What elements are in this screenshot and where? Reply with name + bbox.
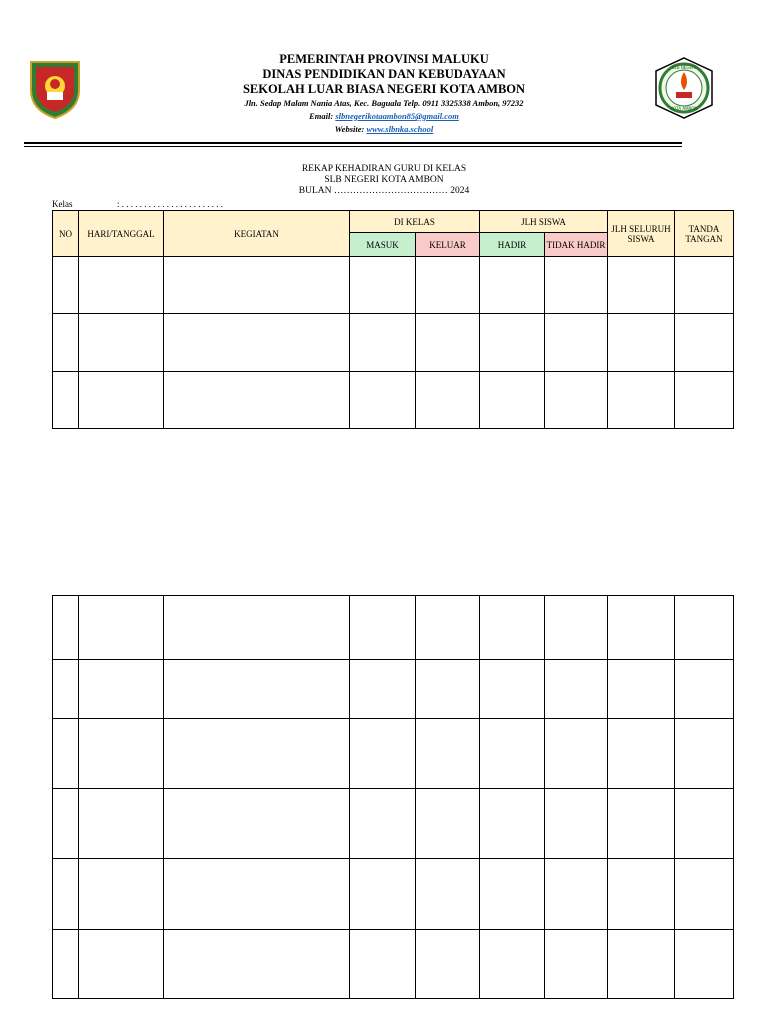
table-cell[interactable] [53, 257, 79, 314]
table-cell[interactable] [545, 859, 608, 930]
website-label: Website: [334, 124, 365, 134]
header-hari-tanggal: HARI/TANGGAL [79, 211, 164, 257]
table-row [53, 660, 734, 719]
table-cell[interactable] [480, 596, 545, 660]
table-cell[interactable] [350, 930, 416, 999]
table-cell[interactable] [53, 859, 79, 930]
table-cell[interactable] [79, 372, 164, 429]
table-cell[interactable] [545, 372, 608, 429]
maluku-province-crest-logo [28, 56, 82, 120]
attendance-table-body-2 [53, 596, 734, 999]
table-cell[interactable] [79, 257, 164, 314]
header-no: NO [53, 211, 79, 257]
table-cell[interactable] [545, 789, 608, 859]
table-cell[interactable] [545, 719, 608, 789]
table-row [53, 930, 734, 999]
kelas-value[interactable]: : . . . . . . . . . . . . . . . . . . . . . . . [117, 199, 224, 209]
table-row [53, 719, 734, 789]
website-link[interactable]: www.slbnka.school [366, 124, 434, 134]
table-cell[interactable] [164, 372, 350, 429]
table-cell[interactable] [608, 372, 675, 429]
table-cell[interactable] [164, 596, 350, 660]
document-subtitle: SLB NEGERI KOTA AMBON [324, 175, 444, 185]
letterhead-address: Jln. Sedap Malam Nania Atas, Kec. Baguala Telp. 0911 3325338 Ambon, 97232 [244, 98, 524, 108]
table-cell[interactable] [416, 789, 480, 859]
kelas-label: Kelas [52, 199, 73, 209]
table-cell[interactable] [608, 660, 675, 719]
letterhead-divider-thin [24, 146, 682, 147]
table-cell[interactable] [545, 314, 608, 372]
table-cell[interactable] [79, 859, 164, 930]
emblem-top-text: SLB NEGERI [672, 65, 696, 70]
table-cell[interactable] [480, 789, 545, 859]
table-cell[interactable] [164, 930, 350, 999]
table-cell[interactable] [480, 314, 545, 372]
table-cell[interactable] [675, 596, 734, 660]
table-cell[interactable] [350, 596, 416, 660]
table-cell[interactable] [79, 789, 164, 859]
emblem-bottom-text: KOTA AMBON [670, 106, 698, 111]
table-cell[interactable] [416, 596, 480, 660]
table-cell[interactable] [350, 257, 416, 314]
table-cell[interactable] [480, 859, 545, 930]
table-row [53, 372, 734, 429]
table-cell[interactable] [350, 372, 416, 429]
document-title: REKAP KEHADIRAN GURU DI KELAS [301, 164, 467, 174]
table-cell[interactable] [53, 660, 79, 719]
table-cell[interactable] [608, 719, 675, 789]
letterhead-divider-thick [24, 142, 682, 144]
table-cell[interactable] [53, 719, 79, 789]
table-cell[interactable] [53, 930, 79, 999]
letterhead-school-name: SEKOLAH LUAR BIASA NEGERI KOTA AMBON [242, 82, 526, 96]
table-cell[interactable] [608, 789, 675, 859]
table-cell[interactable] [608, 596, 675, 660]
attendance-table-continued [52, 595, 734, 999]
table-cell[interactable] [480, 930, 545, 999]
table-cell[interactable] [164, 789, 350, 859]
letterhead-government: PEMERINTAH PROVINSI MALUKU [279, 52, 489, 66]
table-row [53, 859, 734, 930]
header-jlh-siswa: JLH SISWA [480, 211, 608, 233]
school-emblem-logo [652, 56, 716, 120]
table-cell[interactable] [416, 930, 480, 999]
table-cell[interactable] [53, 789, 79, 859]
table-cell[interactable] [545, 660, 608, 719]
table-row [53, 257, 734, 314]
attendance-table-body-1 [53, 257, 734, 429]
table-cell[interactable] [675, 859, 734, 930]
table-cell[interactable] [416, 257, 480, 314]
document-month-line: BULAN ……………………………… 2024 [298, 186, 470, 196]
email-link[interactable]: slbnegerikotaambon85@gmail.com [335, 111, 459, 121]
table-cell[interactable] [164, 314, 350, 372]
table-cell[interactable] [350, 660, 416, 719]
table-cell[interactable] [675, 789, 734, 859]
table-cell[interactable] [675, 257, 734, 314]
table-cell[interactable] [675, 372, 734, 429]
letterhead-department: DINAS PENDIDIKAN DAN KEBUDAYAAN [262, 67, 506, 81]
email-label: Email: [309, 111, 334, 121]
table-cell[interactable] [480, 719, 545, 789]
header-hadir: HADIR [480, 233, 545, 257]
table-cell[interactable] [480, 257, 545, 314]
table-cell[interactable] [416, 372, 480, 429]
table-cell[interactable] [350, 789, 416, 859]
table-cell[interactable] [608, 930, 675, 999]
table-cell[interactable] [79, 930, 164, 999]
table-cell[interactable] [416, 859, 480, 930]
table-cell[interactable] [350, 719, 416, 789]
attendance-table [52, 210, 734, 429]
table-cell[interactable] [675, 314, 734, 372]
letterhead-email-line [150, 110, 618, 123]
table-cell[interactable] [416, 314, 480, 372]
kelas-field [52, 199, 224, 209]
table-cell[interactable] [79, 660, 164, 719]
letterhead [150, 52, 618, 136]
header-di-kelas: DI KELAS [350, 211, 480, 233]
table-cell[interactable] [164, 257, 350, 314]
table-cell[interactable] [675, 660, 734, 719]
header-tanda-tangan: TANDA TANGAN [675, 211, 734, 257]
table-cell[interactable] [608, 257, 675, 314]
table-cell[interactable] [608, 859, 675, 930]
table-cell[interactable] [480, 660, 545, 719]
letterhead-website-line [150, 123, 618, 136]
table-cell[interactable] [79, 719, 164, 789]
table-cell[interactable] [416, 719, 480, 789]
table-row [53, 314, 734, 372]
table-cell[interactable] [164, 660, 350, 719]
table-cell[interactable] [53, 372, 79, 429]
table-cell[interactable] [53, 596, 79, 660]
table-cell[interactable] [164, 859, 350, 930]
table-cell[interactable] [545, 930, 608, 999]
table-cell[interactable] [164, 719, 350, 789]
table-cell[interactable] [79, 314, 164, 372]
table-cell[interactable] [350, 859, 416, 930]
header-masuk: MASUK [350, 233, 416, 257]
header-kegiatan: KEGIATAN [164, 211, 350, 257]
table-row [53, 596, 734, 660]
header-jlh-seluruh-siswa: JLH SELURUH SISWA [608, 211, 675, 257]
table-cell[interactable] [416, 660, 480, 719]
table-cell[interactable] [545, 257, 608, 314]
table-cell[interactable] [480, 372, 545, 429]
document-titles [180, 164, 588, 197]
table-cell[interactable] [79, 596, 164, 660]
table-cell[interactable] [675, 930, 734, 999]
table-cell[interactable] [350, 314, 416, 372]
table-cell[interactable] [608, 314, 675, 372]
table-row [53, 789, 734, 859]
table-cell[interactable] [53, 314, 79, 372]
table-cell[interactable] [545, 596, 608, 660]
header-tidak-hadir: TIDAK HADIR [545, 233, 608, 257]
table-cell[interactable] [675, 719, 734, 789]
header-keluar: KELUAR [416, 233, 480, 257]
